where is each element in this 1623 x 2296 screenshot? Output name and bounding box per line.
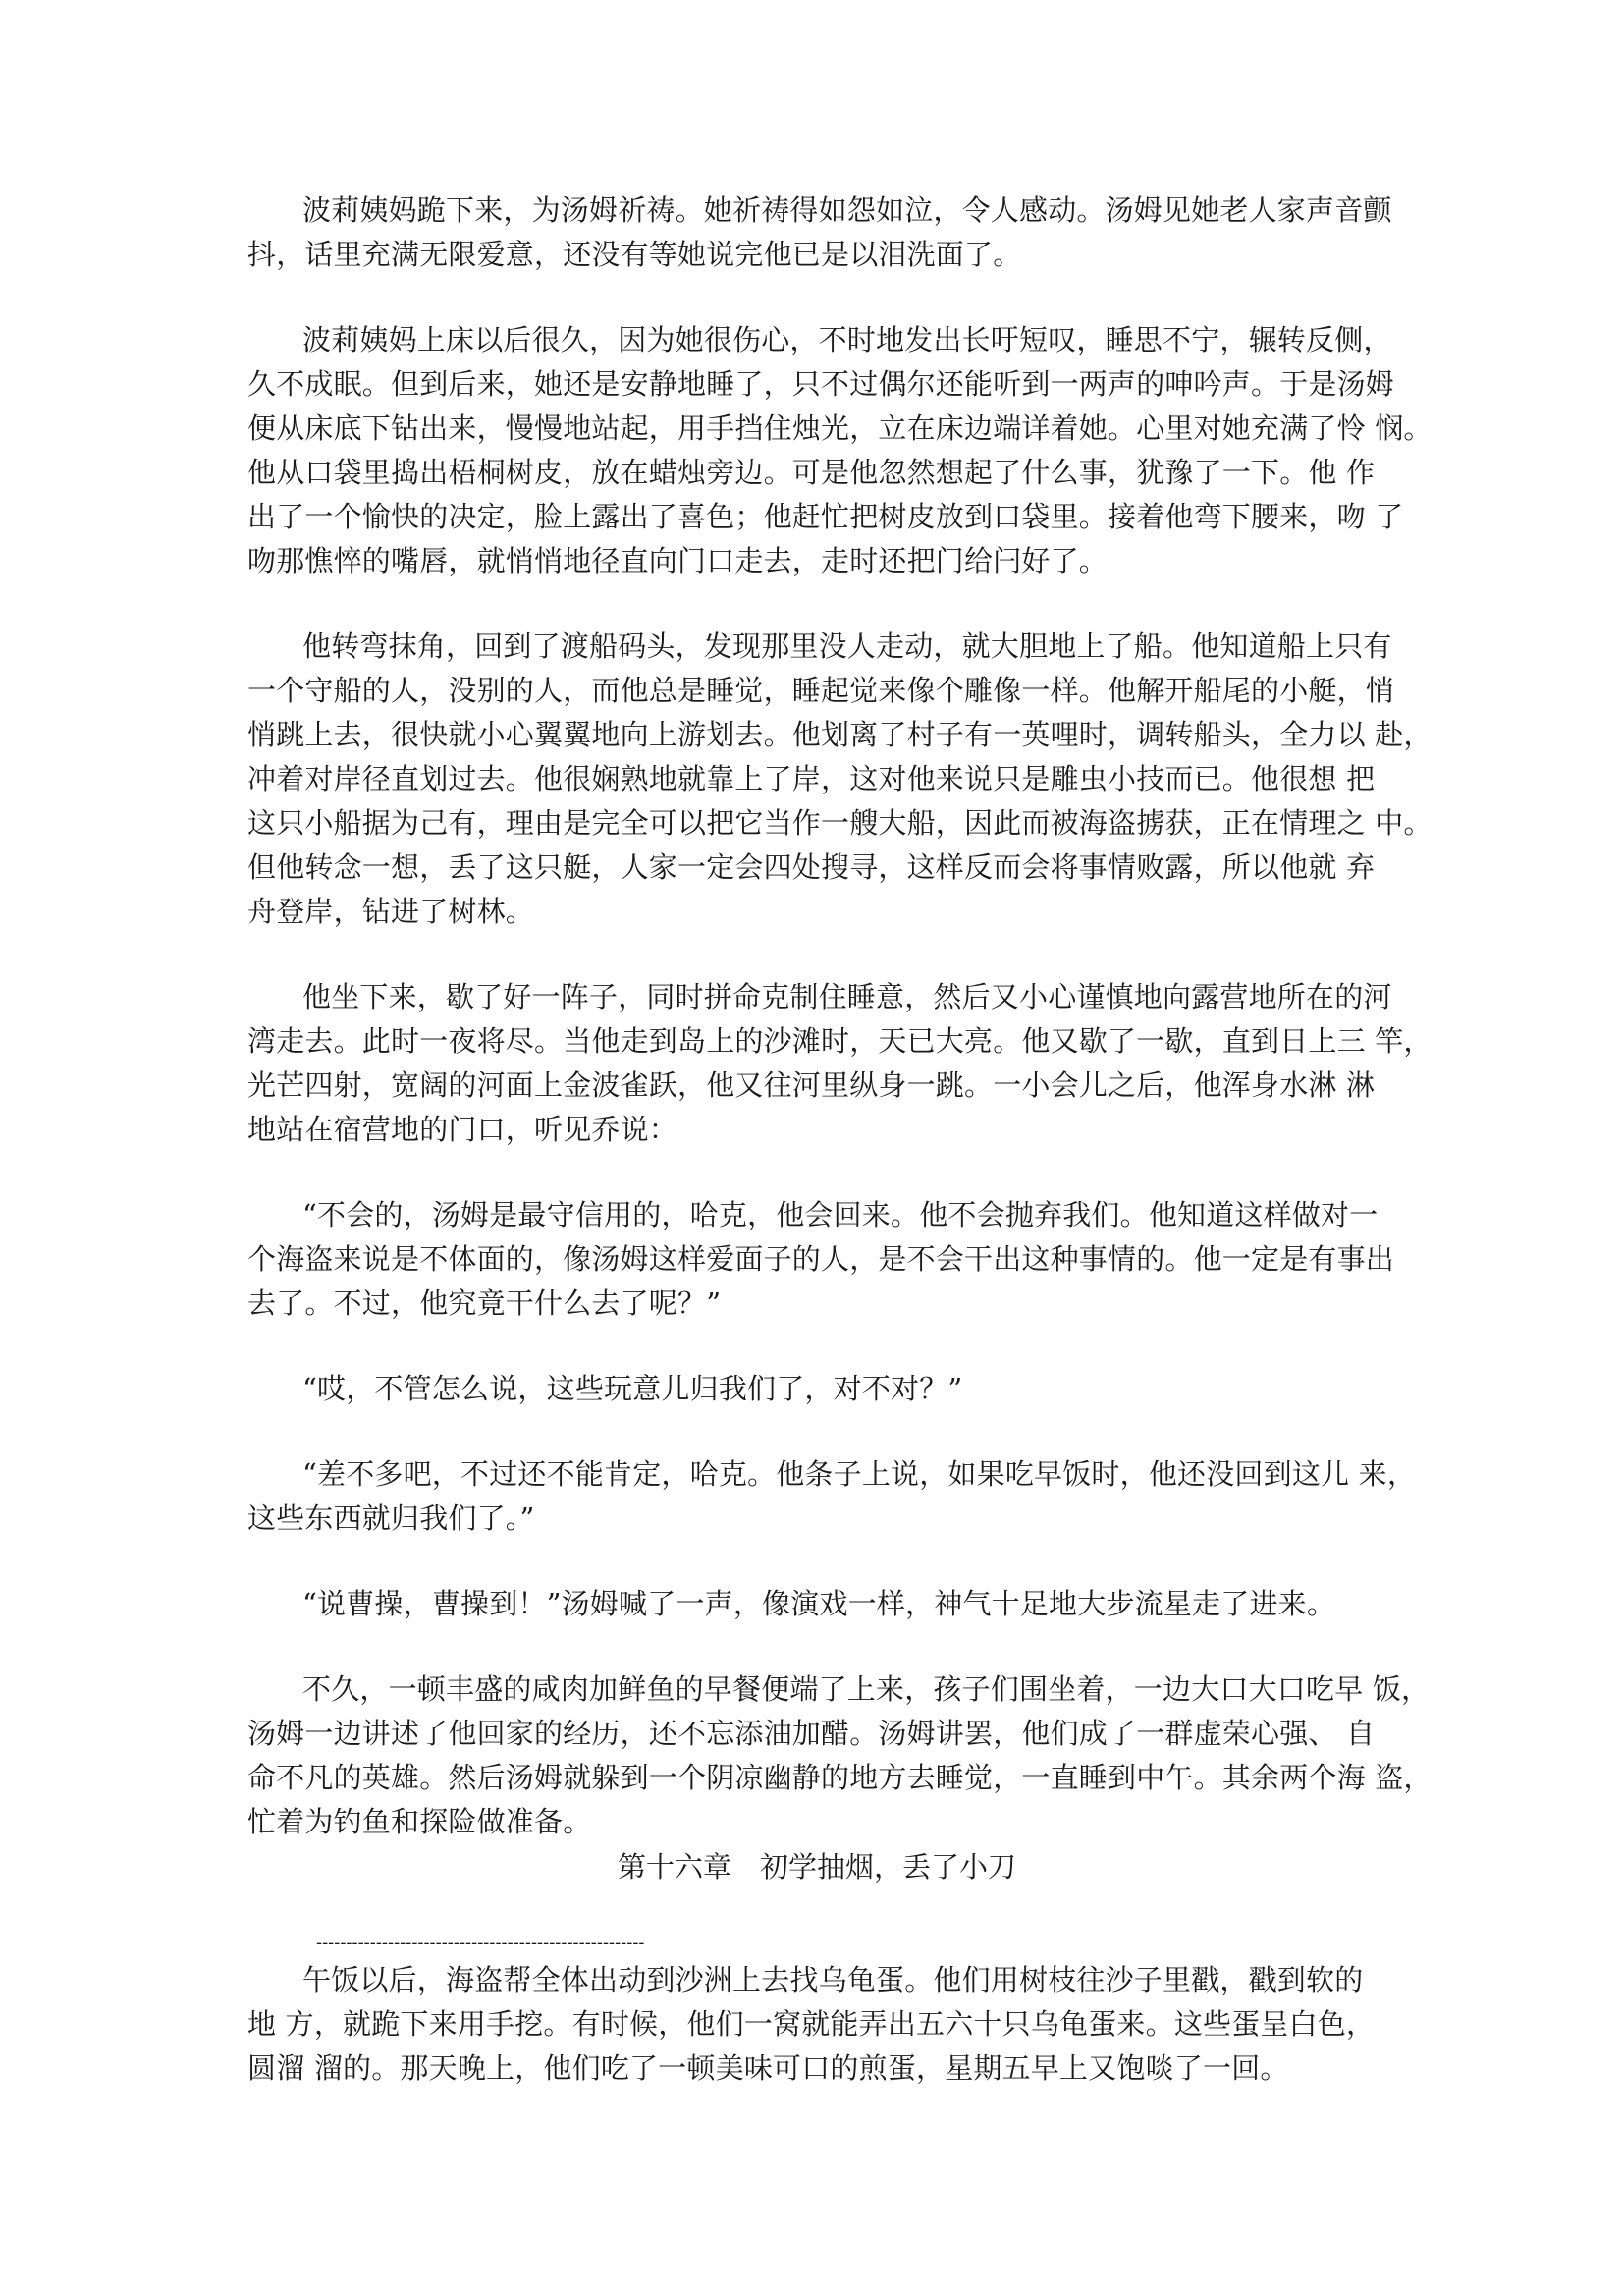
text-line: 波莉姨妈上床以后很久，因为她很伤心，不时地发出长吁短叹，睡思不宁，辗转反侧， <box>302 323 1392 356</box>
text-line: 圆溜 溜的。那天晚上，他们吃了一顿美味可口的煎蛋，星期五早上又饱啖了一回。 <box>247 2051 1289 2085</box>
text-line: 便从床底下钻出来，慢慢地站起，用手挡住烛光，立在床边端详着她。心里对她充满了怜 悯。 <box>247 411 1433 445</box>
paragraph <box>247 1958 1386 2091</box>
text-line: 抖，话里充满无限爱意，还没有等她说完他已是以泪洗面了。 <box>247 238 1022 271</box>
text-line: 这只小船据为己有，理由是完全可以把它当作一艘大船，因此而被海盗掳获，正在情理之 中。 <box>247 806 1433 840</box>
paragraph <box>247 1367 1386 1411</box>
document-page <box>247 189 1433 2091</box>
paragraph <box>247 625 1433 934</box>
paragraph <box>247 975 1433 1152</box>
paragraph <box>247 1667 1433 1844</box>
chapter-title: 第十六章 初学抽烟，丢了小刀 <box>617 1850 1016 1884</box>
text-line: 悄跳上去，很快就小心翼翼地向上游划去。他划离了村子有一英哩时，调转船头，全力以 赴， <box>247 718 1433 751</box>
text-line: 光芒四射，宽阔的河面上金波雀跃，他又往河里纵身一跳。一小会儿之后，他浑身水淋 淋 <box>247 1068 1376 1102</box>
text-line: 午饭以后，海盗帮全体出动到沙洲上去找乌龟蛋。他们用树枝往沙子里戳，戳到软的 <box>302 1963 1364 1996</box>
text-line: “说曹操，曹操到！”汤姆喊了一声，像演戏一样，神气十足地大步流星走了进来。 <box>302 1587 1336 1620</box>
paragraph <box>247 318 1433 583</box>
text-line: 久不成眠。但到后来，她还是安静地睡了，只不过偶尔还能听到一两声的呻吟声。于是汤姆 <box>247 367 1395 401</box>
paragraph <box>247 1582 1386 1626</box>
text-line: 个海盗来说是不体面的，像汤姆这样爱面子的人，是不会干出这种事情的。他一定是有事出 <box>247 1242 1395 1276</box>
divider-line: ------------------------------------------------------- <box>316 1933 645 1953</box>
paragraph <box>247 189 1392 277</box>
text-line: 地 方，就跪下来用手挖。有时候，他们一窝就能弄出五六十只乌龟蛋来。这些蛋呈白色， <box>247 2007 1376 2041</box>
text-line: 忙着为钓鱼和探险做准备。 <box>247 1805 592 1838</box>
text-line: “差不多吧，不过还不能肯定，哈克。他条子上说，如果吃早饭时，他还没回到这儿 来， <box>302 1457 1417 1491</box>
text-line: 波莉姨妈跪下来，为汤姆祈祷。她祈祷得如怨如泣，令人感动。汤姆见她老人家声音颤 <box>302 193 1392 227</box>
text-line: 地站在宿营地的门口，听见乔说： <box>247 1113 678 1146</box>
text-line: 去了。不过，他究竟干什么去了呢？” <box>247 1286 722 1320</box>
paragraph <box>247 1193 1395 1326</box>
text-line: 一个守船的人，没别的人，而他总是睡觉，睡起觉来像个雕像一样。他解开船尾的小艇，悄 <box>247 674 1395 707</box>
text-line: 汤姆一边讲述了他回家的经历，还不忘添油加醋。汤姆讲罢，他们成了一群虚荣心强、 自 <box>247 1717 1376 1750</box>
text-line: 他坐下来，歇了好一阵子，同时拼命克制住睡意，然后又小心谨慎地向露营地所在的河 <box>302 980 1392 1013</box>
text-line: 湾走去。此时一夜将尽。当他走到岛上的沙滩时，天已大亮。他又歇了一歇，直到日上三 竿， <box>247 1024 1433 1058</box>
text-line: 吻那憔悴的嘴唇，就悄悄地径直向门口走去，走时还把门给闩好了。 <box>247 544 1109 577</box>
text-line: 但他转念一想，丢了这只艇，人家一定会四处搜寻，这样反而会将事情败露，所以他就 弃 <box>247 850 1376 884</box>
text-line: 命不凡的英雄。然后汤姆就躲到一个阴凉幽静的地方去睡觉，一直睡到中午。其余两个海 盗， <box>247 1761 1433 1794</box>
text-line: 他转弯抹角，回到了渡船码头，发现那里没人走动，就大胆地上了船。他知道船上只有 <box>302 629 1392 663</box>
text-line: “不会的，汤姆是最守信用的，哈克，他会回来。他不会抛弃我们。他知道这样做对一 <box>302 1198 1379 1231</box>
text-line: 舟登岸，钻进了树林。 <box>247 895 535 928</box>
text-line: 他从口袋里捣出梧桐树皮，放在蜡烛旁边。可是他忽然想起了什么事，犹豫了一下。他 作 <box>247 456 1376 489</box>
text-line: 冲着对岸径直划过去。他很娴熟地就靠上了岸，这对他来说只是雕虫小技而已。他很想 把 <box>247 762 1376 795</box>
text-line: “哎，不管怎么说，这些玩意儿归我们了，对不对？” <box>302 1372 963 1405</box>
text-line: 不久，一顿丰盛的咸肉加鲜鱼的早餐便端了上来，孩子们围坐着，一边大口大口吃早 饭， <box>302 1672 1431 1706</box>
text-line: 这些东西就归我们了。” <box>247 1502 535 1535</box>
paragraph <box>247 1452 1417 1541</box>
text-line: 出了一个愉快的决定，脸上露出了喜色；他赶忙把树皮放到口袋里。接着他弯下腰来，吻 了 <box>247 500 1404 533</box>
